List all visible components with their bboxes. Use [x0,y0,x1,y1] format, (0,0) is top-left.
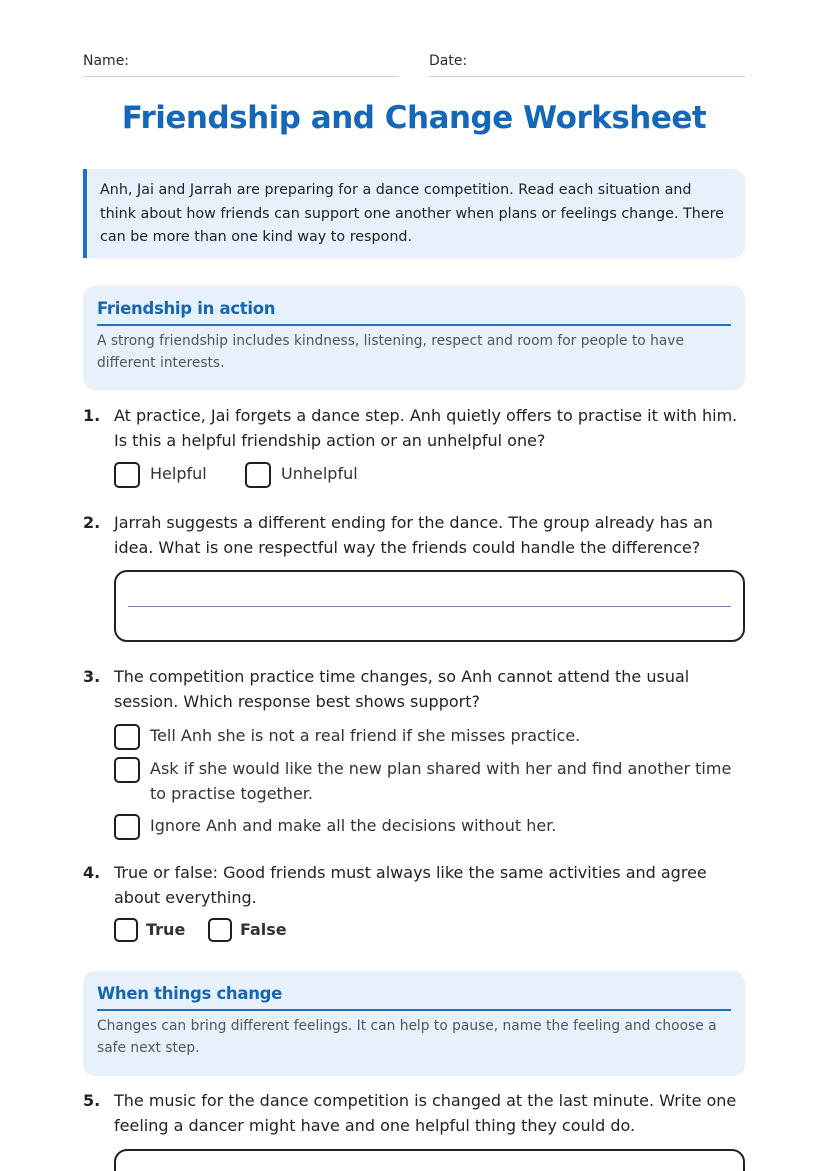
question-number: 1. [83,406,101,425]
date-field[interactable] [429,52,745,77]
question-2 [83,511,745,560]
section-description: Changes can bring different feelings. It can help to pause, name the feeling and choose a safe next step. [97,1018,717,1056]
option-3c[interactable] [114,814,556,840]
option-label: Ignore Anh and make all the decisions without her. [150,816,557,835]
section-when-things-change [83,971,745,1076]
question-text: At practice, Jai forgets a dance step. Anh quietly offers to practise it with him. Is this a helpful friendship action or an unhelpful one? [114,406,738,450]
checkbox[interactable] [114,724,140,750]
section-title: When things change [97,984,731,1011]
question-number: 2. [83,513,101,532]
checkbox[interactable] [114,918,138,942]
option-label: True [146,920,186,939]
option-3b[interactable] [114,757,745,806]
option-false[interactable] [208,918,287,943]
option-helpful[interactable] [114,462,207,488]
question-number: 5. [83,1091,101,1110]
section-friendship-in-action [83,286,745,390]
option-label: False [240,920,287,939]
question-text: Jarrah suggests a different ending for the dance. The group already has an idea. What is one respectful way the friends could handle the difference? [114,513,713,557]
option-true[interactable] [114,918,185,943]
section-title: Friendship in action [97,299,731,326]
question-3 [83,665,745,714]
option-label: Unhelpful [281,464,358,483]
checkbox[interactable] [114,757,140,783]
date-label: Date: [429,53,468,69]
option-label: Tell Anh she is not a real friend if she misses practice. [150,726,581,745]
name-field[interactable] [83,52,399,77]
section-description: A strong friendship includes kindness, listening, respect and room for people to have different interests. [97,333,684,371]
checkbox[interactable] [245,462,271,488]
question-4 [83,861,745,910]
question-text: The music for the dance competition is changed at the last minute. Write one feeling a dancer might have and one helpful thing they could do. [114,1091,737,1135]
question-5 [83,1089,745,1138]
checkbox[interactable] [114,814,140,840]
intro-box: Anh, Jai and Jarrah are preparing for a dance competition. Read each situation and think about how friends can support one another when plans or feelings change. There can be more than one kind way to respond. [83,169,745,258]
option-label: Ask if she would like the new plan shared with her and find another time to practise together. [150,759,732,803]
question-number: 3. [83,667,101,686]
option-label: Helpful [150,464,207,483]
option-unhelpful[interactable] [245,462,358,488]
name-label: Name: [83,53,130,69]
question-number: 4. [83,863,101,882]
question-1 [83,404,745,453]
option-3a[interactable] [114,724,580,750]
answer-box[interactable] [114,1149,745,1171]
checkbox[interactable] [114,462,140,488]
header-fields [83,52,745,78]
question-text: The competition practice time changes, so Anh cannot attend the usual session. Which response best shows support? [114,667,690,711]
checkbox[interactable] [208,918,232,942]
answer-box[interactable] [114,570,745,642]
question-text: True or false: Good friends must always like the same activities and agree about everything. [114,863,707,907]
writing-line [128,606,731,607]
worksheet-title: Friendship and Change Worksheet [121,100,707,136]
